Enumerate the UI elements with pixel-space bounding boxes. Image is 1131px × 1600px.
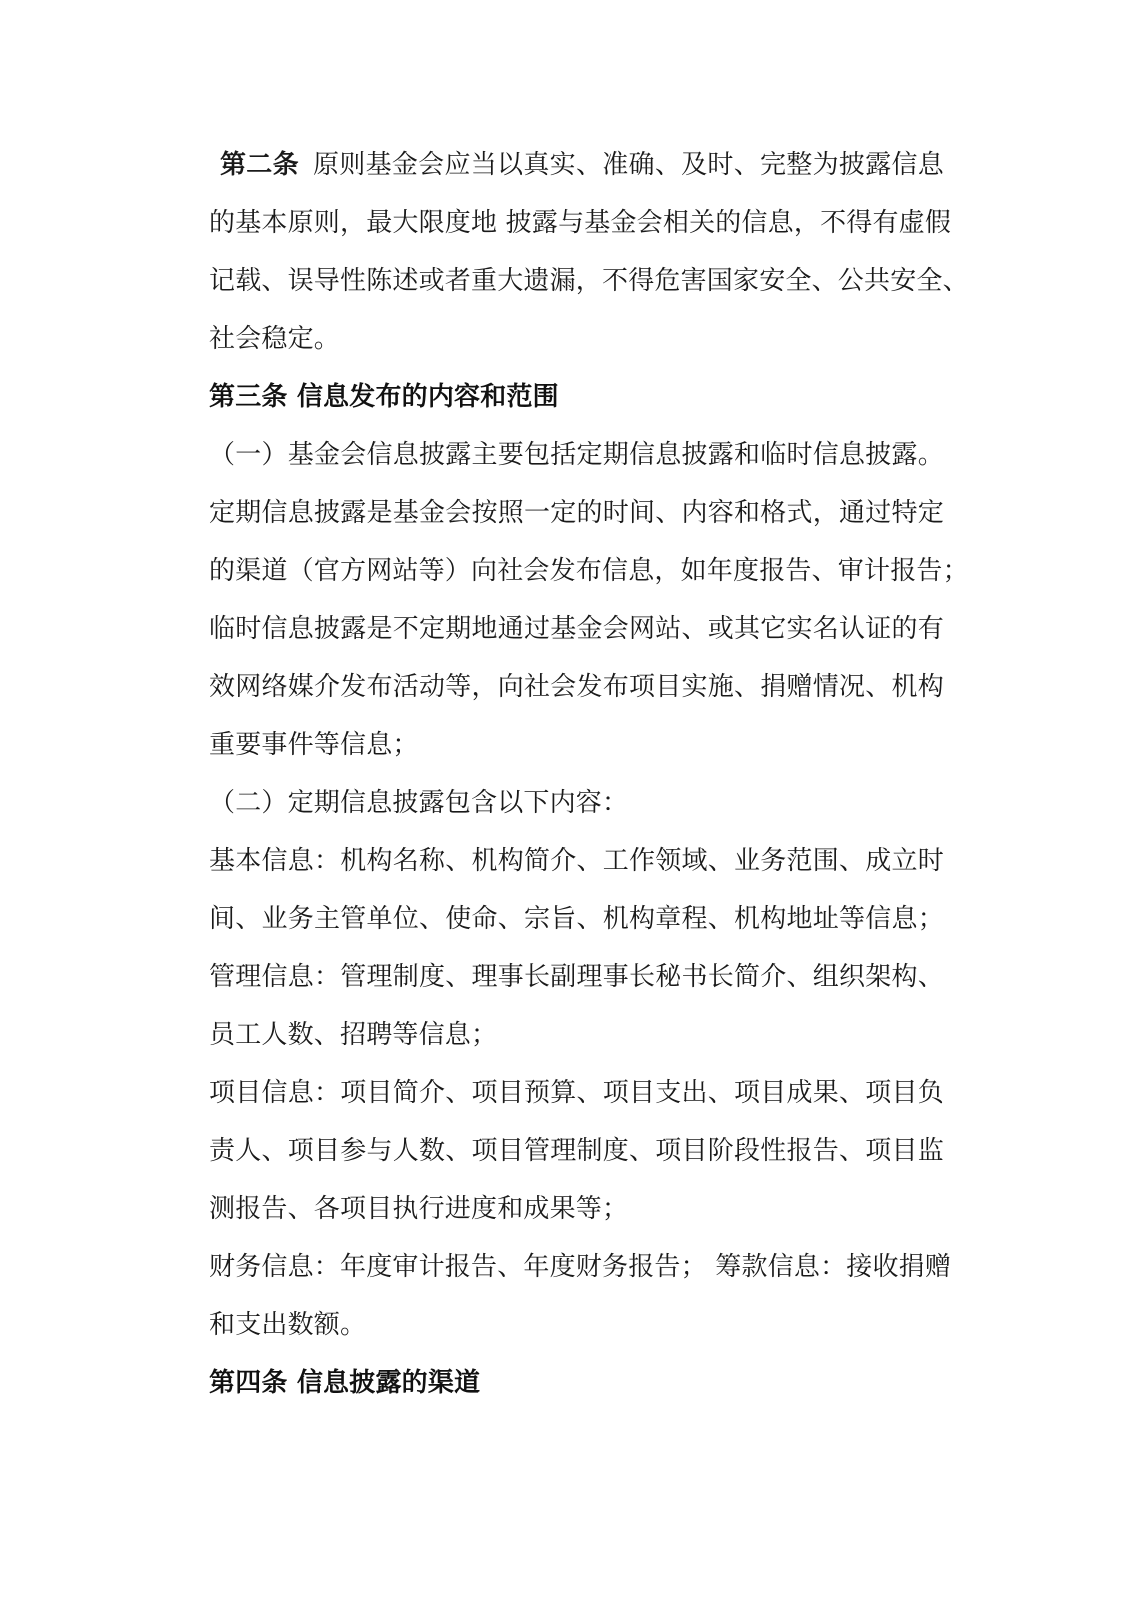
article2-line-1 [220,148,944,182]
article3-line-15: 财务信息：年度审计报告、年度财务报告； 筹款信息：接收捐赠 [209,1252,952,1282]
article3-line-1: （一）基金会信息披露主要包括定期信息披露和临时信息披露。 [209,440,944,470]
article3-line-6: 重要事件等信息； [209,730,419,760]
article3-line-9: 间、业务主管单位、使命、宗旨、机构章程、机构地址等信息； [209,904,944,934]
article2-line-2: 的基本原则，最大限度地 披露与基金会相关的信息，不得有虚假 [209,208,952,238]
article2-line-4: 社会稳定。 [209,324,341,354]
article3-heading: 第三条 信息发布的内容和范围 [209,382,559,412]
article2-line-3: 记载、误导性陈述或者重大遗漏，不得危害国家安全、公共安全、 [209,266,969,296]
article3-line-4: 临时信息披露是不定期地通过基金会网站、或其它实名认证的有 [209,614,944,644]
article3-line-2: 定期信息披露是基金会按照一定的时间、内容和格式，通过特定 [209,498,944,528]
article3-line-12: 项目信息：项目简介、项目预算、项目支出、项目成果、项目负 [209,1078,944,1108]
article4-heading: 第四条 信息披露的渠道 [209,1368,481,1398]
article2-heading: 第二条 [220,150,299,180]
article3-line-10: 管理信息：管理制度、理事长副理事长秘书长简介、组织架构、 [209,962,944,992]
article3-line-8: 基本信息：机构名称、机构简介、工作领域、业务范围、成立时 [209,846,944,876]
article3-line-7: （二）定期信息披露包含以下内容： [209,788,629,818]
article3-line-14: 测报告、各项目执行进度和成果等； [209,1194,629,1224]
article3-line-13: 责人、项目参与人数、项目管理制度、项目阶段性报告、项目监 [209,1136,944,1166]
article3-line-5: 效网络媒介发布活动等，向社会发布项目实施、捐赠情况、机构 [209,672,944,702]
article3-line-16: 和支出数额。 [209,1310,367,1340]
article3-line-3: 的渠道（官方网站等）向社会发布信息，如年度报告、审计报告； [209,556,969,586]
article3-line-11: 员工人数、招聘等信息； [209,1020,498,1050]
article2-text: 原则基金会应当以真实、准确、及时、完整为披露信息 [312,150,944,180]
